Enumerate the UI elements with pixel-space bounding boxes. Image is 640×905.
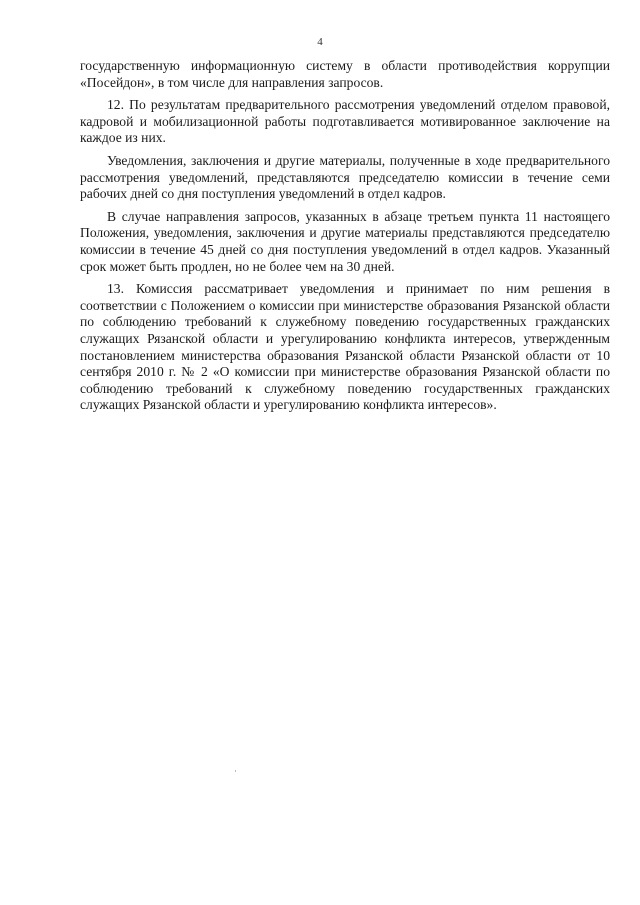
document-body — [80, 58, 610, 420]
paragraph-item-12: 12. По результатам предварительного рассмотрения уведомлений отделом правовой, кадровой и мобилизационной работы подготавливается мотивированное заключение на каждое из них. — [80, 97, 610, 146]
paragraph-notifications-submission: Уведомления, заключения и другие материалы, полученные в ходе предварительного рассмотрения уведомлений, представляются председателю комиссии в течение семи рабочих дней со дня поступления уведомлений в отдел кадров. — [80, 152, 610, 202]
page-number: 4 — [317, 36, 323, 48]
paragraph-continuation: государственную информационную систему в области противодействия коррупции «Посейдон», в том числе для направления запросов. — [80, 58, 610, 90]
scan-speck — [235, 770, 236, 772]
paragraph-item-13: 13. Комиссия рассматривает уведомления и принимает по ним решения в соответствии с Положением о комиссии при министерстве образования Рязанской области по соблюдению требований к служебному поведению государственных гражданских служащих Рязанской области и урегулированию конфликта интересов, утвержденным постановлением министерства образования Рязанской области Рязанской области от 10 сентября 2010 г. № 2 «О комиссии при министерстве образования Рязанской области по соблюдению требований к служебному поведению государственных гражданских служащих Рязанской области и урегулированию конфликта интересов». — [80, 281, 610, 413]
paragraph-requests-deadline: В случае направления запросов, указанных в абзаце третьем пункта 11 настоящего Положения, уведомления, заключения и другие материалы представляются председателю комиссии в течение 45 дней со дня поступления уведомлений в отдел кадров. Указанный срок может быть продлен, но не более чем на 30 дней. — [80, 208, 610, 274]
